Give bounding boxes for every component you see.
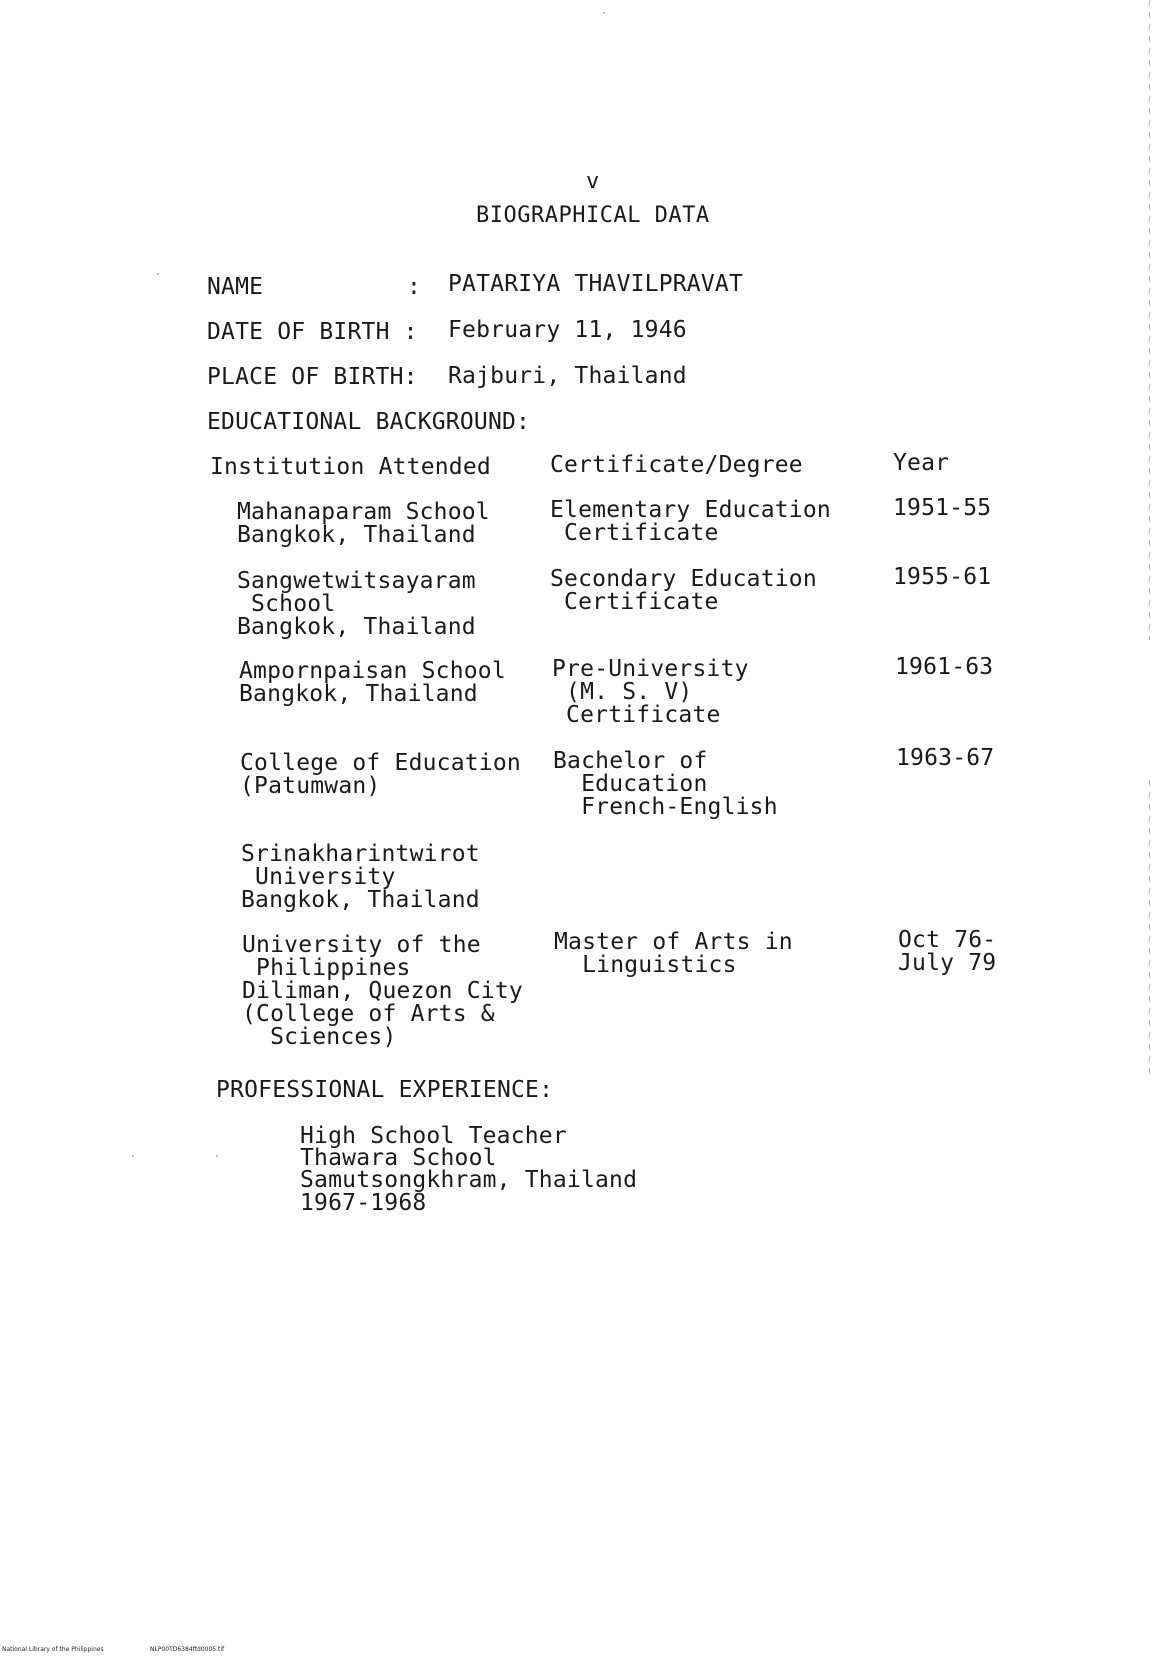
- table-row-4-year: 1963-67: [896, 745, 995, 771]
- experience-line-2: Thawara School: [300, 1145, 497, 1171]
- table-row-6-year-line-1: Oct 76-: [898, 927, 997, 953]
- footer-library: National Library of the Philippines: [2, 1646, 104, 1653]
- table-row-6-institution-line-1: University of the: [242, 932, 481, 958]
- table-row-3-certificate-line-3: Certificate: [552, 702, 721, 728]
- table-row-2-institution-line-2: School: [237, 591, 336, 617]
- header-institution: Institution Attended: [210, 454, 491, 480]
- dob-value: February 11, 1946: [448, 317, 687, 343]
- name-colon: :: [407, 274, 422, 300]
- table-row-6-institution-line-3: Diliman, Quezon City: [242, 978, 523, 1004]
- table-row-2-certificate-line-1: Secondary Education: [550, 566, 817, 592]
- table-row-3-institution-line-1: Ampornpaisan School: [239, 658, 506, 684]
- table-row-6-institution-line-5: Sciences): [242, 1024, 397, 1050]
- table-row-6-institution-line-4: (College of Arts &: [242, 1001, 495, 1027]
- name-label: NAME: [207, 274, 264, 300]
- table-row-2-institution-line-3: Bangkok, Thailand: [237, 614, 476, 640]
- table-row-6-institution-line-2: Philippines: [242, 955, 411, 981]
- header-certificate: Certificate/Degree: [550, 452, 803, 478]
- table-row-4-certificate-line-2: Education: [553, 771, 708, 797]
- table-row-1-certificate-line-1: Elementary Education: [550, 497, 831, 523]
- experience-line-1: High School Teacher: [300, 1123, 567, 1149]
- pob-value: Rajburi, Thailand: [448, 363, 687, 389]
- table-row-4-certificate-line-3: French-English: [553, 794, 778, 820]
- table-row-1-institution-line-2: Bangkok, Thailand: [237, 522, 476, 548]
- table-row-5-institution-line-3: Bangkok, Thailand: [241, 887, 480, 913]
- page-number: v: [586, 169, 600, 194]
- dob-label: DATE OF BIRTH :: [207, 319, 418, 345]
- table-row-4-certificate-line-1: Bachelor of: [553, 748, 708, 774]
- table-row-1-institution-line-1: Mahanaparam School: [237, 499, 490, 525]
- table-row-6-year-line-2: July 79: [898, 950, 997, 976]
- experience-line-4: 1967-1968: [300, 1190, 427, 1216]
- table-row-3-year: 1961-63: [895, 654, 994, 680]
- name-value: PATARIYA THAVILPRAVAT: [448, 271, 743, 297]
- table-row-1-certificate-line-2: Certificate: [550, 520, 719, 546]
- scan-speck: [132, 1155, 134, 1157]
- scan-edge-upper: [1149, 0, 1150, 640]
- table-row-1-year: 1951-55: [893, 495, 992, 521]
- pob-label: PLACE OF BIRTH:: [207, 364, 418, 390]
- scan-speck: [603, 12, 605, 14]
- header-year: Year: [893, 450, 950, 476]
- table-row-5-institution-line-2: University: [241, 864, 396, 890]
- table-row-3-certificate-line-1: Pre-University: [552, 656, 749, 682]
- experience-heading: PROFESSIONAL EXPERIENCE:: [216, 1077, 554, 1103]
- experience-line-3: Samutsongkhram, Thailand: [300, 1167, 638, 1193]
- table-row-6-certificate-line-1: Master of Arts in: [554, 929, 793, 955]
- scan-speck: [157, 273, 159, 275]
- table-row-2-institution-line-1: Sangwetwitsayaram: [237, 568, 476, 594]
- scan-edge-lower: [1149, 780, 1150, 1080]
- table-row-3-certificate-line-2: (M. S. V): [552, 679, 693, 705]
- education-heading: EDUCATIONAL BACKGROUND:: [207, 409, 531, 435]
- table-row-5-institution-line-1: Srinakharintwirot: [241, 841, 480, 867]
- table-row-4-institution-line-2: (Patumwan): [240, 773, 381, 799]
- table-row-3-institution-line-2: Bangkok, Thailand: [239, 681, 478, 707]
- footer-file: NLP00TD6384ftd0005.tif: [150, 1646, 225, 1653]
- table-row-2-certificate-line-2: Certificate: [550, 589, 719, 615]
- table-row-2-year: 1955-61: [893, 564, 992, 590]
- table-row-4-institution-line-1: College of Education: [240, 750, 521, 776]
- scan-speck: [216, 1155, 218, 1157]
- table-row-6-certificate-line-2: Linguistics: [554, 952, 737, 978]
- page-title: BIOGRAPHICAL DATA: [476, 203, 710, 228]
